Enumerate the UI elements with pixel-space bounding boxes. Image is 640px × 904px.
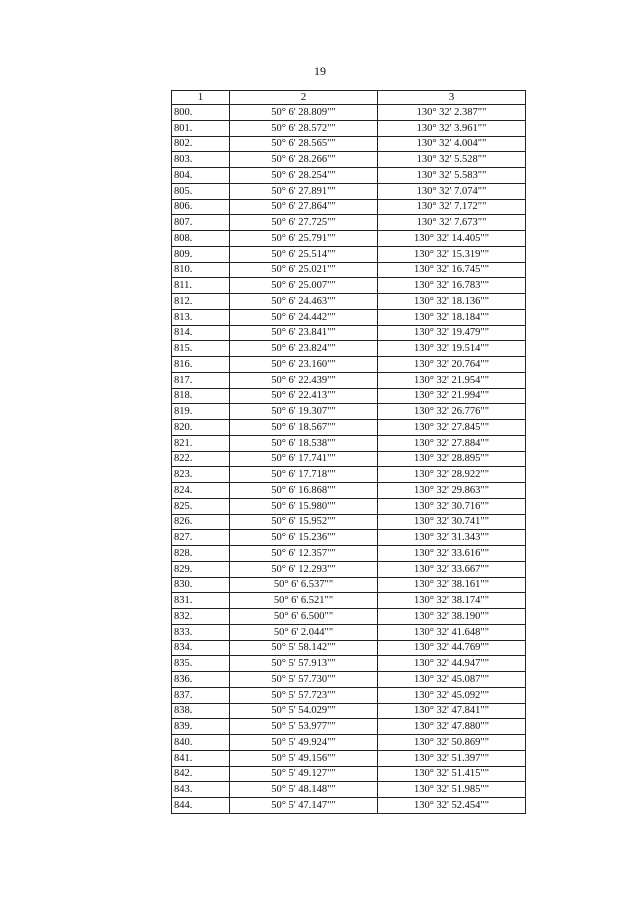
latitude-cell: 50° 6' 15.980"" [230, 498, 378, 514]
longitude-cell: 130° 32' 14.405"" [378, 231, 526, 247]
latitude-cell: 50° 6' 25.021"" [230, 262, 378, 278]
longitude-cell: 130° 32' 50.869"" [378, 735, 526, 751]
table-row [172, 546, 526, 562]
table-row [172, 530, 526, 546]
latitude-cell: 50° 6' 27.725"" [230, 215, 378, 231]
table-row [172, 357, 526, 373]
latitude-cell: 50° 5' 57.723"" [230, 687, 378, 703]
latitude-cell: 50° 6' 17.718"" [230, 467, 378, 483]
longitude-cell: 130° 32' 41.648"" [378, 624, 526, 640]
table-row [172, 215, 526, 231]
longitude-cell: 130° 32' 7.074"" [378, 183, 526, 199]
longitude-cell: 130° 32' 47.880"" [378, 719, 526, 735]
point-number-cell: 833. [172, 624, 230, 640]
point-number-cell: 811. [172, 278, 230, 294]
longitude-cell: 130° 32' 51.415"" [378, 766, 526, 782]
table-header-row [172, 91, 526, 105]
longitude-cell: 130° 32' 7.172"" [378, 199, 526, 215]
latitude-cell: 50° 6' 2.044"" [230, 624, 378, 640]
longitude-cell: 130° 32' 21.994"" [378, 388, 526, 404]
latitude-cell: 50° 5' 49.156"" [230, 750, 378, 766]
table-row [172, 120, 526, 136]
point-number-cell: 806. [172, 199, 230, 215]
table-row [172, 325, 526, 341]
point-number-cell: 828. [172, 546, 230, 562]
point-number-cell: 822. [172, 451, 230, 467]
longitude-cell: 130° 32' 51.397"" [378, 750, 526, 766]
longitude-cell: 130° 32' 38.190"" [378, 609, 526, 625]
longitude-cell: 130° 32' 5.583"" [378, 168, 526, 184]
point-number-cell: 841. [172, 750, 230, 766]
table-row [172, 467, 526, 483]
point-number-cell: 824. [172, 483, 230, 499]
point-number-cell: 832. [172, 609, 230, 625]
latitude-cell: 50° 6' 27.891"" [230, 183, 378, 199]
longitude-cell: 130° 32' 44.769"" [378, 640, 526, 656]
point-number-cell: 842. [172, 766, 230, 782]
latitude-cell: 50° 6' 27.864"" [230, 199, 378, 215]
longitude-cell: 130° 32' 18.184"" [378, 309, 526, 325]
longitude-cell: 130° 32' 38.161"" [378, 577, 526, 593]
longitude-cell: 130° 32' 4.004"" [378, 136, 526, 152]
latitude-cell: 50° 5' 58.142"" [230, 640, 378, 656]
longitude-cell: 130° 32' 38.174"" [378, 593, 526, 609]
latitude-cell: 50° 6' 28.266"" [230, 152, 378, 168]
longitude-cell: 130° 32' 19.479"" [378, 325, 526, 341]
latitude-cell: 50° 5' 47.147"" [230, 798, 378, 814]
table-row [172, 798, 526, 814]
point-number-cell: 827. [172, 530, 230, 546]
point-number-cell: 840. [172, 735, 230, 751]
point-number-cell: 800. [172, 105, 230, 121]
latitude-cell: 50° 5' 48.148"" [230, 782, 378, 798]
table-row [172, 750, 526, 766]
point-number-cell: 843. [172, 782, 230, 798]
point-number-cell: 818. [172, 388, 230, 404]
point-number-cell: 807. [172, 215, 230, 231]
latitude-cell: 50° 6' 6.521"" [230, 593, 378, 609]
point-number-cell: 826. [172, 514, 230, 530]
table-row [172, 640, 526, 656]
table-row [172, 231, 526, 247]
latitude-cell: 50° 6' 15.236"" [230, 530, 378, 546]
latitude-cell: 50° 6' 23.160"" [230, 357, 378, 373]
longitude-cell: 130° 32' 31.343"" [378, 530, 526, 546]
table-row [172, 435, 526, 451]
table-body [172, 105, 526, 814]
table-row [172, 199, 526, 215]
latitude-cell: 50° 5' 57.730"" [230, 672, 378, 688]
latitude-cell: 50° 6' 17.741"" [230, 451, 378, 467]
latitude-cell: 50° 6' 15.952"" [230, 514, 378, 530]
longitude-cell: 130° 32' 15.319"" [378, 246, 526, 262]
longitude-cell: 130° 32' 30.716"" [378, 498, 526, 514]
point-number-cell: 812. [172, 294, 230, 310]
table-row [172, 735, 526, 751]
table-row [172, 719, 526, 735]
latitude-cell: 50° 6' 12.357"" [230, 546, 378, 562]
latitude-cell: 50° 6' 16.868"" [230, 483, 378, 499]
latitude-cell: 50° 6' 28.809"" [230, 105, 378, 121]
table-row [172, 246, 526, 262]
longitude-cell: 130° 32' 51.985"" [378, 782, 526, 798]
table-row [172, 388, 526, 404]
longitude-cell: 130° 32' 30.741"" [378, 514, 526, 530]
table-row [172, 514, 526, 530]
longitude-cell: 130° 32' 28.895"" [378, 451, 526, 467]
latitude-cell: 50° 5' 49.127"" [230, 766, 378, 782]
latitude-cell: 50° 6' 18.567"" [230, 420, 378, 436]
longitude-cell: 130° 32' 33.667"" [378, 561, 526, 577]
point-number-cell: 815. [172, 341, 230, 357]
longitude-cell: 130° 32' 19.514"" [378, 341, 526, 357]
table-row [172, 372, 526, 388]
point-number-cell: 820. [172, 420, 230, 436]
latitude-cell: 50° 6' 24.463"" [230, 294, 378, 310]
table-row [172, 672, 526, 688]
longitude-cell: 130° 32' 16.745"" [378, 262, 526, 278]
point-number-cell: 810. [172, 262, 230, 278]
table-row [172, 420, 526, 436]
longitude-cell: 130° 32' 33.616"" [378, 546, 526, 562]
longitude-cell: 130° 32' 47.841"" [378, 703, 526, 719]
latitude-cell: 50° 6' 24.442"" [230, 309, 378, 325]
point-number-cell: 804. [172, 168, 230, 184]
point-number-cell: 819. [172, 404, 230, 420]
latitude-cell: 50° 5' 53.977"" [230, 719, 378, 735]
table-row [172, 183, 526, 199]
longitude-cell: 130° 32' 27.845"" [378, 420, 526, 436]
point-number-cell: 817. [172, 372, 230, 388]
latitude-cell: 50° 6' 25.791"" [230, 231, 378, 247]
longitude-cell: 130° 32' 5.528"" [378, 152, 526, 168]
table-row [172, 404, 526, 420]
coordinates-table [171, 90, 526, 814]
latitude-cell: 50° 6' 28.572"" [230, 120, 378, 136]
point-number-cell: 816. [172, 357, 230, 373]
table-row [172, 703, 526, 719]
point-number-cell: 835. [172, 656, 230, 672]
table-row [172, 561, 526, 577]
table-row [172, 136, 526, 152]
longitude-cell: 130° 32' 44.947"" [378, 656, 526, 672]
point-number-cell: 838. [172, 703, 230, 719]
latitude-cell: 50° 6' 23.824"" [230, 341, 378, 357]
table-row [172, 105, 526, 121]
latitude-cell: 50° 6' 12.293"" [230, 561, 378, 577]
latitude-cell: 50° 5' 54.029"" [230, 703, 378, 719]
longitude-cell: 130° 32' 16.783"" [378, 278, 526, 294]
point-number-cell: 808. [172, 231, 230, 247]
latitude-cell: 50° 6' 19.307"" [230, 404, 378, 420]
table-row [172, 294, 526, 310]
latitude-cell: 50° 5' 57.913"" [230, 656, 378, 672]
longitude-cell: 130° 32' 28.922"" [378, 467, 526, 483]
longitude-cell: 130° 32' 21.954"" [378, 372, 526, 388]
point-number-cell: 813. [172, 309, 230, 325]
point-number-cell: 830. [172, 577, 230, 593]
table-row [172, 687, 526, 703]
longitude-cell: 130° 32' 29.863"" [378, 483, 526, 499]
latitude-cell: 50° 6' 22.413"" [230, 388, 378, 404]
point-number-cell: 821. [172, 435, 230, 451]
table-row [172, 309, 526, 325]
page-number: 19 [314, 64, 326, 78]
table-row [172, 168, 526, 184]
point-number-cell: 831. [172, 593, 230, 609]
latitude-cell: 50° 5' 49.924"" [230, 735, 378, 751]
point-number-cell: 825. [172, 498, 230, 514]
point-number-cell: 836. [172, 672, 230, 688]
point-number-cell: 839. [172, 719, 230, 735]
longitude-cell: 130° 32' 7.673"" [378, 215, 526, 231]
longitude-cell: 130° 32' 45.087"" [378, 672, 526, 688]
point-number-cell: 844. [172, 798, 230, 814]
point-number-cell: 809. [172, 246, 230, 262]
point-number-cell: 801. [172, 120, 230, 136]
latitude-cell: 50° 6' 6.537"" [230, 577, 378, 593]
table-row [172, 656, 526, 672]
latitude-cell: 50° 6' 25.007"" [230, 278, 378, 294]
latitude-cell: 50° 6' 6.500"" [230, 609, 378, 625]
longitude-cell: 130° 32' 20.764"" [378, 357, 526, 373]
table-row [172, 782, 526, 798]
longitude-cell: 130° 32' 18.136"" [378, 294, 526, 310]
latitude-cell: 50° 6' 28.565"" [230, 136, 378, 152]
point-number-cell: 823. [172, 467, 230, 483]
point-number-cell: 814. [172, 325, 230, 341]
table-row [172, 483, 526, 499]
point-number-cell: 802. [172, 136, 230, 152]
table-row [172, 262, 526, 278]
point-number-cell: 829. [172, 561, 230, 577]
longitude-cell: 130° 32' 52.454"" [378, 798, 526, 814]
longitude-cell: 130° 32' 45.092"" [378, 687, 526, 703]
column-header-point-number: 1 [172, 91, 230, 105]
table-row [172, 593, 526, 609]
latitude-cell: 50° 6' 18.538"" [230, 435, 378, 451]
table-row [172, 609, 526, 625]
longitude-cell: 130° 32' 27.884"" [378, 435, 526, 451]
longitude-cell: 130° 32' 26.776"" [378, 404, 526, 420]
table-row [172, 498, 526, 514]
latitude-cell: 50° 6' 25.514"" [230, 246, 378, 262]
table-row [172, 341, 526, 357]
latitude-cell: 50° 6' 28.254"" [230, 168, 378, 184]
table-row [172, 451, 526, 467]
longitude-cell: 130° 32' 2.387"" [378, 105, 526, 121]
table-row [172, 577, 526, 593]
latitude-cell: 50° 6' 23.841"" [230, 325, 378, 341]
point-number-cell: 805. [172, 183, 230, 199]
column-header-longitude: 3 [378, 91, 526, 105]
table-row [172, 278, 526, 294]
column-header-latitude: 2 [230, 91, 378, 105]
point-number-cell: 834. [172, 640, 230, 656]
point-number-cell: 803. [172, 152, 230, 168]
latitude-cell: 50° 6' 22.439"" [230, 372, 378, 388]
table-row [172, 624, 526, 640]
point-number-cell: 837. [172, 687, 230, 703]
longitude-cell: 130° 32' 3.961"" [378, 120, 526, 136]
table-row [172, 152, 526, 168]
table-row [172, 766, 526, 782]
